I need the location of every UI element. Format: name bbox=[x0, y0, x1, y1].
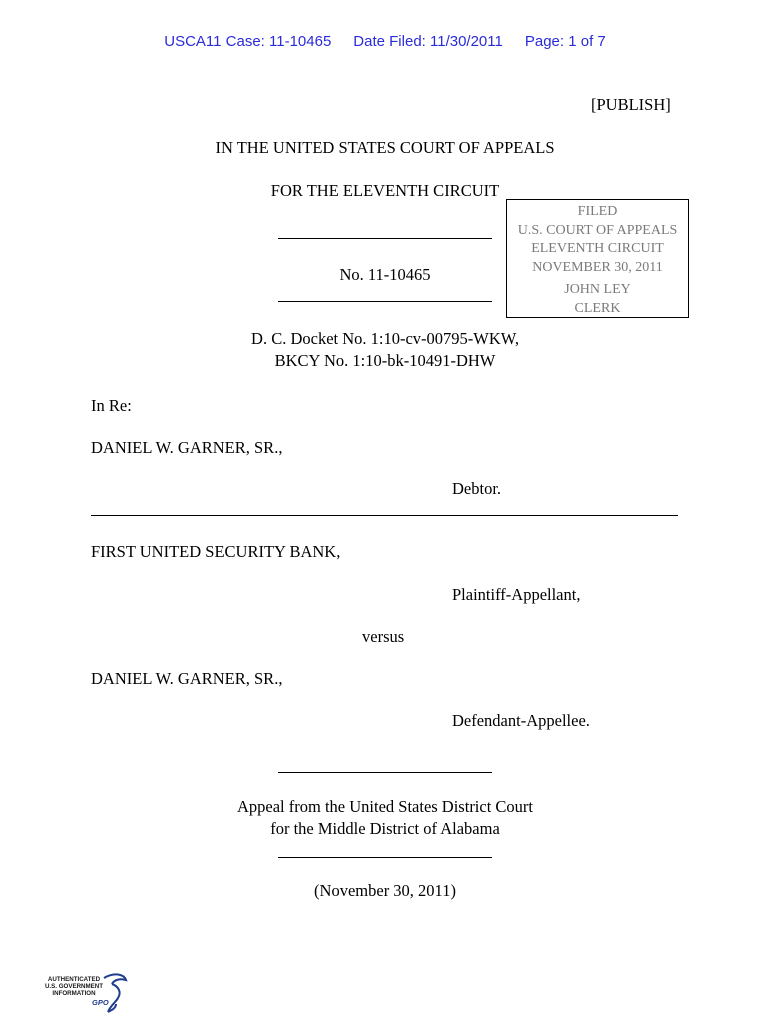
circuit-title: FOR THE ELEVENTH CIRCUIT bbox=[270, 181, 500, 200]
gpo-line-3: INFORMATION bbox=[52, 990, 96, 997]
defendant-name: DANIEL W. GARNER, SR., bbox=[91, 669, 283, 688]
page-count-header: Page: 1 of 7 bbox=[524, 33, 606, 50]
case-number-header: USCA11 Case: 11-10465 bbox=[164, 33, 332, 50]
rule-above-appeal bbox=[278, 772, 492, 773]
stamp-circuit: ELEVENTH CIRCUIT bbox=[531, 241, 664, 256]
plaintiff-role: Plaintiff-Appellant, bbox=[452, 585, 581, 604]
court-title: IN THE UNITED STATES COURT OF APPEALS bbox=[215, 138, 555, 157]
stamp-clerk-name: JOHN LEY bbox=[564, 282, 631, 297]
rule-below-appeal bbox=[278, 857, 492, 858]
case-number: No. 11-10465 bbox=[339, 265, 431, 284]
stamp-date: NOVEMBER 30, 2011 bbox=[532, 259, 663, 275]
appeal-line-1: Appeal from the United States District Court bbox=[236, 797, 534, 816]
gpo-mark: GPO bbox=[92, 998, 109, 1007]
date-filed-header: Date Filed: 11/30/2011 bbox=[353, 33, 503, 50]
defendant-role: Defendant-Appellee. bbox=[452, 711, 590, 730]
plaintiff-name: FIRST UNITED SECURITY BANK, bbox=[91, 542, 341, 561]
district-docket: D. C. Docket No. 1:10-cv-00795-WKW, bbox=[251, 329, 519, 348]
bankruptcy-docket: BKCY No. 1:10-bk-10491-DHW bbox=[274, 351, 496, 370]
in-re-label: In Re: bbox=[91, 396, 132, 415]
gpo-authentication-logo bbox=[42, 972, 132, 1016]
party-separator-rule bbox=[91, 515, 678, 516]
debtor-name: DANIEL W. GARNER, SR., bbox=[91, 438, 283, 457]
gpo-line-1: AUTHENTICATED bbox=[47, 976, 101, 983]
rule-below-case-number bbox=[278, 301, 492, 302]
gpo-line-2: U.S. GOVERNMENT bbox=[44, 983, 104, 990]
publish-label: [PUBLISH] bbox=[591, 95, 671, 114]
appeal-line-2: for the Middle District of Alabama bbox=[270, 819, 500, 838]
versus-label: versus bbox=[362, 627, 405, 646]
stamp-filed: FILED bbox=[577, 204, 618, 219]
stamp-clerk-title: CLERK bbox=[574, 300, 621, 316]
decision-date: (November 30, 2011) bbox=[314, 881, 456, 900]
document-header bbox=[0, 33, 770, 50]
filed-stamp bbox=[506, 199, 689, 318]
debtor-role: Debtor. bbox=[452, 479, 502, 498]
rule-above-case-number bbox=[278, 238, 492, 239]
stamp-court: U.S. COURT OF APPEALS bbox=[517, 222, 678, 238]
